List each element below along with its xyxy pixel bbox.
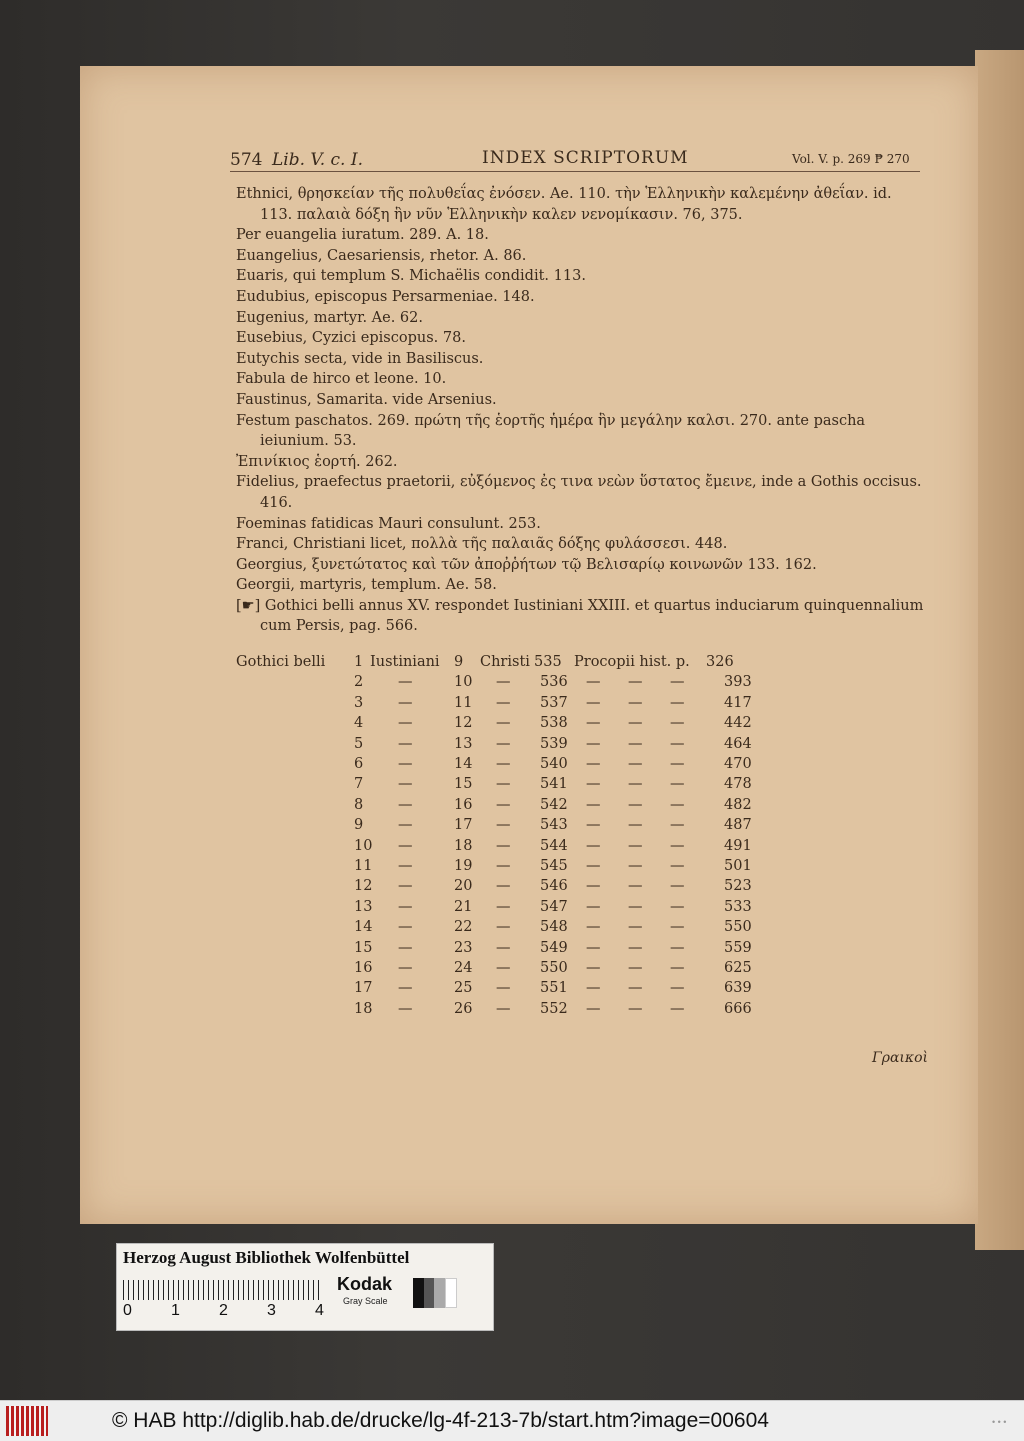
ruler-number: 0 <box>123 1302 132 1319</box>
christ-year: 550 <box>540 960 568 976</box>
dash: — <box>670 939 685 956</box>
dash: — <box>586 796 601 813</box>
dash: — <box>586 715 601 732</box>
dash: — <box>496 674 511 691</box>
dash: — <box>670 919 685 936</box>
procopius-page: 550 <box>724 919 752 936</box>
dash: — <box>496 715 511 732</box>
library-label-card <box>116 1243 494 1331</box>
iustinian-year: 20 <box>454 878 473 895</box>
dash: — <box>670 878 685 895</box>
dash: — <box>496 919 511 936</box>
dash: — <box>398 837 413 854</box>
procopius-page: 464 <box>724 735 752 752</box>
gothic-year: 2 <box>354 674 364 691</box>
dash: — <box>586 878 601 895</box>
table-row <box>236 695 756 715</box>
dash: — <box>398 1000 413 1017</box>
iustinian-year: 11 <box>454 694 473 711</box>
christ-year: 538 <box>540 715 568 732</box>
index-entry: Eudubius, episcopus Persarmeniae. 148. <box>236 288 535 305</box>
procopius-page: 417 <box>724 694 752 711</box>
dash: — <box>670 960 685 976</box>
gothic-year: 17 <box>354 980 373 997</box>
christ-year: 546 <box>540 878 568 895</box>
index-entry: Faustinus, Samarita. vide Arsenius. <box>236 391 497 408</box>
dash: — <box>586 694 601 711</box>
book-reference: Lib. V. c. I. <box>272 150 363 170</box>
iustinian-year: 21 <box>454 898 473 915</box>
dash: — <box>398 715 413 732</box>
dash: — <box>496 694 511 711</box>
dash: — <box>628 939 643 956</box>
dash: — <box>496 756 511 772</box>
christ-label: Christi <box>480 654 530 670</box>
dash: — <box>628 776 643 793</box>
dash: — <box>670 980 685 997</box>
dash: — <box>496 878 511 895</box>
table-row <box>236 817 756 837</box>
dash: — <box>496 735 511 752</box>
dash: — <box>586 1000 601 1017</box>
christ-year: 541 <box>540 776 568 793</box>
header-rule <box>230 171 920 172</box>
procopius-page: 533 <box>724 898 752 915</box>
gothic-year: 15 <box>354 939 373 956</box>
iustinian-year: 12 <box>454 715 473 732</box>
iustinian-year: 14 <box>454 756 473 772</box>
dash: — <box>586 837 601 854</box>
dash: — <box>496 960 511 976</box>
page-number: 574 <box>230 150 263 170</box>
christ-year: 535 <box>534 654 562 670</box>
index-entry: Fabula de hirco et leone. 10. <box>236 371 447 388</box>
dash: — <box>496 1000 511 1017</box>
iustinian-year: 19 <box>454 858 473 874</box>
dash: — <box>670 858 685 874</box>
dash: — <box>586 858 601 874</box>
kodak-logo: Kodak <box>337 1274 393 1294</box>
gothic-year: 16 <box>354 960 373 976</box>
gothic-year: 13 <box>354 898 373 915</box>
dash: — <box>496 980 511 997</box>
procopius-page: 482 <box>724 796 752 813</box>
index-entry: Per euangelia iuratum. 289. A. 18. <box>236 227 489 244</box>
table-row <box>236 878 756 898</box>
index-entry: Georgii, martyris, templum. Ae. 58. <box>236 577 497 594</box>
iustinian-year: 10 <box>454 674 473 691</box>
procopius-page: 478 <box>724 776 752 793</box>
table-row <box>236 674 756 694</box>
dash: — <box>398 960 413 976</box>
dash: — <box>398 694 413 711</box>
dash: — <box>586 919 601 936</box>
iustinian-year: 15 <box>454 776 473 793</box>
christ-year: 540 <box>540 756 568 772</box>
iustinian-year: 24 <box>454 960 473 976</box>
procopius-page: 470 <box>724 756 752 772</box>
hab-logo-icon[interactable] <box>6 1406 48 1436</box>
iustinian-year: 26 <box>454 1000 473 1017</box>
dash: — <box>586 756 601 772</box>
volume-reference: Vol. V. p. 269 ₱ 270 <box>792 152 910 166</box>
index-entry: Foeminas fatidicas Mauri consulunt. 253. <box>236 515 541 532</box>
dash: — <box>496 796 511 813</box>
dash: — <box>398 980 413 997</box>
table-row <box>236 1001 756 1021</box>
table-row <box>236 980 756 1000</box>
gothic-year: 1 <box>354 654 364 670</box>
gothic-year: 18 <box>354 1000 373 1017</box>
gothic-year: 11 <box>354 858 373 874</box>
table-row <box>236 776 756 796</box>
footer-dots: • • • <box>992 1417 1007 1427</box>
index-entry: Eusebius, Cyzici episcopus. 78. <box>236 330 466 347</box>
procopius-page: 491 <box>724 837 752 854</box>
iustinian-year: 18 <box>454 837 473 854</box>
gothic-year: 5 <box>354 735 364 752</box>
dash: — <box>496 776 511 793</box>
gothic-year: 7 <box>354 776 364 793</box>
ruler-number: 2 <box>219 1302 228 1319</box>
christ-year: 551 <box>540 980 568 997</box>
dash: — <box>586 817 601 834</box>
dash: — <box>628 837 643 854</box>
dash: — <box>496 858 511 874</box>
procopius-page: 523 <box>724 878 752 895</box>
ruler-number: 3 <box>267 1302 276 1319</box>
christ-year: 552 <box>540 1000 568 1017</box>
dash: — <box>496 898 511 915</box>
dash: — <box>628 796 643 813</box>
table-row <box>236 797 756 817</box>
index-entries <box>236 184 926 637</box>
table-row <box>236 919 756 939</box>
dash: — <box>628 694 643 711</box>
row-label: Gothici belli <box>236 654 326 670</box>
dash: — <box>628 756 643 772</box>
dash: — <box>628 858 643 874</box>
ruler-numbers <box>123 1302 333 1322</box>
christ-year: 543 <box>540 817 568 834</box>
iustinian-year: 13 <box>454 735 473 752</box>
index-entry: Euangelius, Caesariensis, rhetor. A. 86. <box>236 247 527 264</box>
procopius-page: 639 <box>724 980 752 997</box>
christ-year: 548 <box>540 919 568 936</box>
iustinian-year: 22 <box>454 919 473 936</box>
iustinian-year: 25 <box>454 980 473 997</box>
table-row <box>236 838 756 858</box>
dash: — <box>496 837 511 854</box>
dash: — <box>398 898 413 915</box>
dash: — <box>670 776 685 793</box>
dash: — <box>628 715 643 732</box>
index-entry: Eugenius, martyr. Ae. 62. <box>236 309 423 326</box>
index-entry: Franci, Christiani licet, πολλὰ τῆς παλαιᾶς δόξης φυλάσσεσι. 448. <box>236 536 728 553</box>
dash: — <box>398 776 413 793</box>
dash: — <box>628 1000 643 1017</box>
iustinian-year: 17 <box>454 817 473 834</box>
dash: — <box>586 735 601 752</box>
dash: — <box>628 735 643 752</box>
gray-scale-patch <box>413 1278 457 1308</box>
gothic-year: 4 <box>354 715 364 732</box>
procopius-page: 442 <box>724 715 752 732</box>
dash: — <box>586 980 601 997</box>
table-header-row <box>236 654 756 674</box>
christ-year: 547 <box>540 898 568 915</box>
gothic-year: 8 <box>354 796 364 813</box>
dash: — <box>398 858 413 874</box>
christ-year: 542 <box>540 796 568 813</box>
index-entry: Festum paschatos. 269. πρώτη τῆς ἑορτῆς ἡμέρα ἣν μεγάλην καλσι. 270. ante pascha ieiunium. 53. <box>236 412 866 450</box>
table-row <box>236 858 756 878</box>
dash: — <box>586 939 601 956</box>
ruler-number: 1 <box>171 1302 180 1319</box>
iustinian-label: Iustiniani <box>370 654 440 670</box>
iustinian-year: 23 <box>454 939 473 956</box>
gothic-year: 3 <box>354 694 364 711</box>
ruler-number: 4 <box>315 1302 324 1319</box>
dash: — <box>670 756 685 772</box>
procopius-page: 625 <box>724 960 752 976</box>
index-entry: Georgius, ξυνετώτατος καὶ τῶν ἀποῤῥήτων τῷ Βελισαρίῳ κοινωνῶν 133. 162. <box>236 556 817 573</box>
dash: — <box>496 939 511 956</box>
dash: — <box>670 694 685 711</box>
catchword: Γραικοὶ <box>872 1050 928 1066</box>
dash: — <box>496 817 511 834</box>
dash: — <box>398 939 413 956</box>
iustinian-year: 16 <box>454 796 473 813</box>
dash: — <box>670 796 685 813</box>
dash: — <box>628 960 643 976</box>
viewer-footer <box>0 1400 1024 1441</box>
gothic-year: 10 <box>354 837 373 854</box>
dash: — <box>670 1000 685 1017</box>
copyright-url[interactable]: © HAB http://diglib.hab.de/drucke/lg-4f-213-7b/start.htm?image=00604 <box>112 1409 769 1432</box>
procopius-page: 326 <box>706 654 734 670</box>
page-title: INDEX SCRIPTORUM <box>482 148 689 168</box>
gothic-year: 12 <box>354 878 373 895</box>
dash: — <box>586 776 601 793</box>
table-row <box>236 940 756 960</box>
gray-scale-caption: Gray Scale <box>343 1296 388 1306</box>
table-row <box>236 899 756 919</box>
dash: — <box>398 878 413 895</box>
dash: — <box>670 837 685 854</box>
dash: — <box>586 960 601 976</box>
dash: — <box>398 919 413 936</box>
measurement-ruler <box>123 1280 323 1300</box>
dash: — <box>628 919 643 936</box>
procopius-page: 501 <box>724 858 752 874</box>
iustinian-year: 9 <box>454 654 464 670</box>
christ-year: 539 <box>540 735 568 752</box>
dash: — <box>628 878 643 895</box>
dash: — <box>670 898 685 915</box>
dash: — <box>670 735 685 752</box>
christ-year: 545 <box>540 858 568 874</box>
index-entry: Ethnici, θρησκείαν τῆς πολυθεΐας ἐνόσεν. Ae. 110. τὴν Ἑλληνικὴν καλεμένην ἀθεΐαν. id. 113. παλαιὰ δόξη ἣν νῦν Ἑλληνικὴν καλεν νενομίκασιν. 76, 375. <box>236 186 892 223</box>
dash: — <box>670 674 685 691</box>
procopius-page: 559 <box>724 939 752 956</box>
table-row <box>236 715 756 735</box>
gothic-year: 6 <box>354 756 364 772</box>
dash: — <box>398 756 413 772</box>
dash: — <box>398 817 413 834</box>
procopius-page: 393 <box>724 674 752 691</box>
gothic-year: 9 <box>354 817 364 834</box>
procopius-label: Procopii hist. p. <box>574 654 690 670</box>
table-row <box>236 960 756 980</box>
index-entry: [☛] Gothici belli annus XV. respondet Iustiniani XXIII. et quartus induciarum quinquennalium cum Persis, pag. 566. <box>236 597 924 635</box>
procopius-page: 487 <box>724 817 752 834</box>
dash: — <box>398 674 413 691</box>
dash: — <box>670 817 685 834</box>
adjacent-page-edge <box>975 50 1024 1250</box>
index-entry: Fidelius, praefectus praetorii, εὐξόμενος ἐς τινα νεὼν ὕστατος ἔμεινε, inde a Gothis occisus. 416. <box>236 474 922 511</box>
dash: — <box>628 817 643 834</box>
christ-year: 544 <box>540 837 568 854</box>
procopius-page: 666 <box>724 1000 752 1017</box>
dash: — <box>628 980 643 997</box>
library-name: Herzog August Bibliothek Wolfenbüttel <box>123 1248 410 1267</box>
index-entry: Ἐπινίκιος ἑορτή. 262. <box>236 453 398 470</box>
christ-year: 536 <box>540 674 568 691</box>
running-header <box>230 146 920 170</box>
table-row <box>236 736 756 756</box>
christ-year: 537 <box>540 694 568 711</box>
index-entry: Euaris, qui templum S. Michaëlis condidit. 113. <box>236 268 586 285</box>
gothic-year: 14 <box>354 919 373 936</box>
dash: — <box>670 715 685 732</box>
table-row <box>236 756 756 776</box>
dash: — <box>586 898 601 915</box>
dash: — <box>628 674 643 691</box>
dash: — <box>628 898 643 915</box>
book-page <box>80 66 978 1224</box>
dash: — <box>398 796 413 813</box>
index-entry: Eutychis secta, vide in Basiliscus. <box>236 350 484 367</box>
christ-year: 549 <box>540 939 568 956</box>
dash: — <box>586 674 601 691</box>
dash: — <box>398 735 413 752</box>
